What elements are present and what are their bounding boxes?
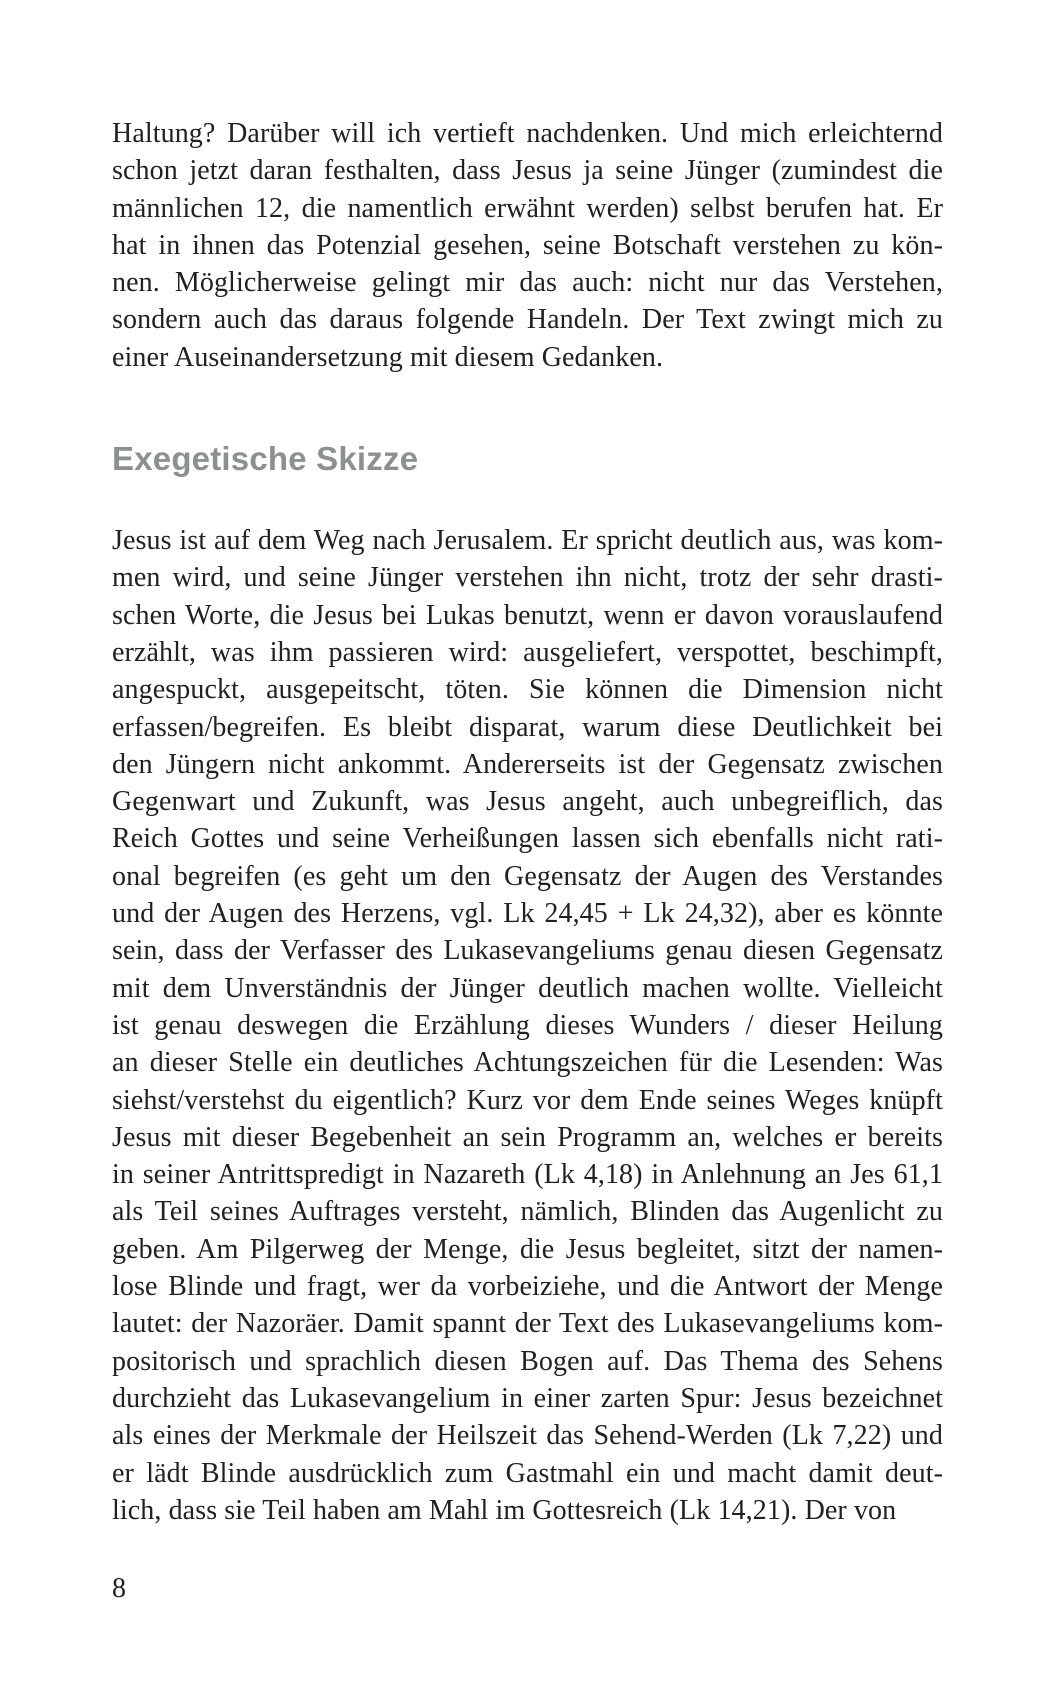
text-line: Jesus mit dieser Begebenheit an sein Programm an, welches er bereits — [112, 1121, 943, 1153]
text-line: ist genau deswegen die Erzählung dieses Wunders / dieser Heilung — [112, 1009, 943, 1041]
text-line: Reich Gottes und seine Verheißungen lassen sich ebenfalls nicht rati- — [112, 823, 943, 855]
text-line: geben. Am Pilgerweg der Menge, die Jesus begleitet, sitzt der namen- — [112, 1233, 943, 1265]
text-line: men wird, und seine Jünger verstehen ihn nicht, trotz der sehr drasti- — [112, 562, 943, 594]
page-number: 8 — [112, 1573, 126, 1605]
text-line: einer Auseinandersetzung mit diesem Gedanken. — [112, 341, 664, 373]
text-line: als eines der Merkmale der Heilszeit das Sehend-Werden (Lk 7,22) und — [112, 1420, 943, 1452]
text-line: Haltung? Darüber will ich vertieft nachdenken. Und mich erleichternd — [112, 118, 943, 149]
text-line: lich, dass sie Teil haben am Mahl im Gottesreich (Lk 14,21). Der von — [112, 1494, 897, 1526]
text-line: schon jetzt daran festhalten, dass Jesus ja seine Jünger (zumindest die — [112, 155, 943, 187]
text-line: als Teil seines Auftrages versteht, nämlich, Blinden das Augenlicht zu — [112, 1196, 943, 1228]
text-line: und der Augen des Herzens, vgl. Lk 24,45 + Lk 24,32), aber es könnte — [112, 898, 943, 930]
text-line: mit dem Unverständnis der Jünger deutlich machen wollte. Vielleicht — [112, 972, 943, 1004]
text-line: erfassen/begreifen. Es bleibt disparat, warum diese Deutlichkeit bei — [112, 711, 943, 743]
text-line: Gegenwart und Zukunft, was Jesus angeht, auch unbegreiflich, das — [112, 786, 943, 818]
text-line: angespuckt, ausgepeitscht, töten. Sie können die Dimension nicht — [112, 674, 943, 706]
text-line: in seiner Antrittspredigt in Nazareth (Lk 4,18) in Anlehnung an Jes 61,1 — [112, 1159, 943, 1191]
text-line: siehst/verstehst du eigentlich? Kurz vor dem Ende seines Weges knüpft — [112, 1084, 943, 1116]
text-line: nen. Möglicherweise gelingt mir das auch: nicht nur das Verstehen, — [112, 267, 943, 299]
section-heading: Exegetische Skizze — [112, 440, 419, 478]
exegesis-paragraph — [112, 522, 943, 1529]
text-line: durchzieht das Lukasevangelium in einer zarten Spur: Jesus bezeichnet — [112, 1382, 943, 1414]
text-line: schen Worte, die Jesus bei Lukas benutzt, wenn er davon vorauslaufend — [112, 599, 943, 631]
text-line: an dieser Stelle ein deutliches Achtungszeichen für die Lesenden: Was — [112, 1047, 943, 1079]
text-line: lautet: der Nazoräer. Damit spannt der Text des Lukasevangeliums kom- — [112, 1308, 943, 1340]
text-line: den Jüngern nicht ankommt. Andererseits ist der Gegensatz zwischen — [112, 748, 943, 780]
text-line: sein, dass der Verfasser des Lukasevangeliums genau diesen Gegensatz — [112, 935, 943, 967]
text-line: männlichen 12, die namentlich erwähnt werden) selbst berufen hat. Er — [112, 192, 943, 224]
text-line: Jesus ist auf dem Weg nach Jerusalem. Er spricht deutlich aus, was kom- — [112, 525, 943, 557]
text-line: onal begreifen (es geht um den Gegensatz der Augen des Verstandes — [112, 860, 943, 892]
text-line: erzählt, was ihm passieren wird: ausgeliefert, verspottet, beschimpft, — [112, 636, 943, 668]
text-line: er lädt Blinde ausdrücklich zum Gastmahl ein und macht damit deut- — [112, 1457, 943, 1489]
text-line: lose Blinde und fragt, wer da vorbeiziehe, und die Antwort der Menge — [112, 1271, 943, 1303]
text-line: sondern auch das daraus folgende Handeln. Der Text zwingt mich zu — [112, 304, 943, 336]
intro-paragraph — [112, 0, 943, 376]
text-line: hat in ihnen das Potenzial gesehen, seine Botschaft verstehen zu kön- — [112, 229, 943, 261]
text-line: positorisch und sprachlich diesen Bogen auf. Das Thema des Sehens — [112, 1345, 943, 1377]
